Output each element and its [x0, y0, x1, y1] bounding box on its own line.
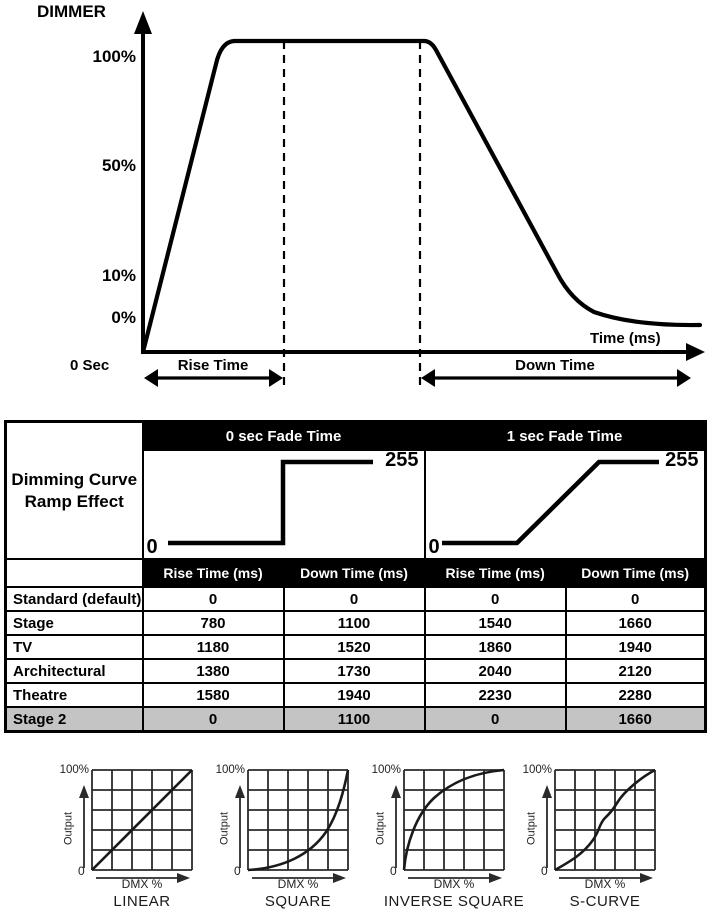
mini-ymax-label: 100% [522, 764, 552, 776]
dimmer-output-curve [143, 41, 700, 352]
ramp-graph-canvas [426, 451, 704, 558]
x-axis-label: Time (ms) [590, 330, 661, 347]
mini-origin-label: 0 [541, 864, 548, 878]
cell-value: 1100 [284, 707, 425, 732]
cell-value: 0 [566, 587, 705, 611]
mini-dmx-label: DMX % [584, 877, 626, 891]
mini-output-label: Output [62, 811, 75, 846]
y-tick-0: 0% [111, 308, 136, 327]
cell-value: 0 [425, 707, 566, 732]
time-header-rise-0: Rise Time (ms) [143, 559, 284, 587]
mini-y-arrowhead-icon [542, 785, 552, 798]
row-name: Standard (default) [6, 587, 143, 611]
mini-dmx-label: DMX % [121, 877, 163, 891]
time-header-rise-1: Rise Time (ms) [425, 559, 566, 587]
mini-ymax-label: 100% [59, 764, 89, 776]
y-tick-100: 100% [92, 47, 136, 66]
table-row-stage [6, 611, 706, 635]
corner-cell [6, 422, 143, 560]
subheader-blank-cell [6, 559, 143, 587]
origin-label: 0 Sec [70, 357, 110, 374]
mini-graph-linear [56, 760, 208, 908]
fade-header-0sec: 0 sec Fade Time [143, 422, 425, 451]
mini-y-arrowhead-icon [235, 785, 245, 798]
corner-label-line2: Ramp Effect [24, 491, 124, 511]
mini-output-label: Output [218, 811, 231, 846]
mini-origin-label: 0 [234, 864, 241, 878]
cell-value: 0 [284, 587, 425, 611]
mini-dmx-label: DMX % [277, 877, 319, 891]
y-tick-50: 50% [101, 156, 136, 175]
ramp-graph-cell [425, 450, 706, 559]
cell-value: 780 [143, 611, 284, 635]
cell-value: 1520 [284, 635, 425, 659]
mini-ymax-label: 100% [371, 764, 401, 776]
grid [555, 770, 655, 870]
table-row-tv [6, 635, 706, 659]
mini-output-label: Output [525, 811, 538, 846]
inverse-square-curve [404, 770, 504, 870]
mini-graph-square [212, 760, 364, 908]
cell-value: 0 [425, 587, 566, 611]
corner-label-line1: Dimming Curve [11, 470, 138, 490]
mini-graph-title: SQUARE [264, 893, 332, 910]
mini-y-arrowhead-icon [79, 785, 89, 798]
down-time-label: Down Time [515, 357, 595, 374]
cell-value: 1940 [566, 635, 705, 659]
row-name: Stage [6, 611, 143, 635]
step-graph-canvas [144, 451, 422, 558]
cell-value: 1940 [284, 683, 425, 707]
y-axis-arrowhead-icon [134, 11, 152, 34]
cell-value: 0 [143, 587, 284, 611]
mini-graph-title: S-CURVE [569, 893, 641, 910]
cell-value: 2280 [566, 683, 705, 707]
dimmer-chart [0, 0, 707, 412]
cell-value: 1180 [143, 635, 284, 659]
linear-curve [92, 770, 192, 870]
table-row-standard [6, 587, 706, 611]
time-header-down-0: Down Time (ms) [284, 559, 425, 587]
row-name: TV [6, 635, 143, 659]
square-curve [248, 770, 348, 870]
cell-value: 1580 [143, 683, 284, 707]
step-max-label: 255 [385, 449, 419, 471]
dimming-curve-table [4, 420, 707, 733]
cell-value: 1380 [143, 659, 284, 683]
cell-value: 1540 [425, 611, 566, 635]
row-name: Theatre [6, 683, 143, 707]
mini-y-arrowhead-icon [391, 785, 401, 798]
mini-graph-title: LINEAR [113, 893, 171, 910]
s-curve [555, 770, 655, 870]
rise-time-label: Rise Time [177, 357, 249, 374]
step-min-label: 0 [146, 536, 158, 558]
fade-header-1sec: 1 sec Fade Time [425, 422, 706, 451]
mini-output-label: Output [374, 811, 387, 846]
mini-graph-inverse-square [368, 760, 525, 910]
cell-value: 1860 [425, 635, 566, 659]
cell-value: 1730 [284, 659, 425, 683]
ramp-curve [442, 462, 659, 543]
mini-origin-label: 0 [78, 864, 85, 878]
table-row-stage2 [6, 707, 706, 732]
time-header-down-1: Down Time (ms) [566, 559, 705, 587]
dimmer-title: DIMMER [37, 2, 106, 21]
y-tick-10: 10% [101, 266, 136, 285]
cell-value: 2120 [566, 659, 705, 683]
row-name: Stage 2 [6, 707, 143, 732]
mini-graph-s-curve [519, 760, 671, 908]
cell-value: 1660 [566, 611, 705, 635]
mini-ymax-label: 100% [215, 764, 245, 776]
cell-value: 2040 [425, 659, 566, 683]
table-row-architectural [6, 659, 706, 683]
table-row-theatre [6, 683, 706, 707]
cell-value: 2230 [425, 683, 566, 707]
step-curve [168, 462, 373, 543]
step-graph-cell [143, 450, 425, 559]
ramp-max-label: 255 [665, 449, 699, 471]
ramp-min-label: 0 [428, 536, 440, 558]
row-name: Architectural [6, 659, 143, 683]
mini-dmx-label: DMX % [433, 877, 475, 891]
mini-graph-title: INVERSE SQUARE [383, 893, 525, 910]
cell-value: 0 [143, 707, 284, 732]
cell-value: 1660 [566, 707, 705, 732]
mini-origin-label: 0 [390, 864, 397, 878]
cell-value: 1100 [284, 611, 425, 635]
